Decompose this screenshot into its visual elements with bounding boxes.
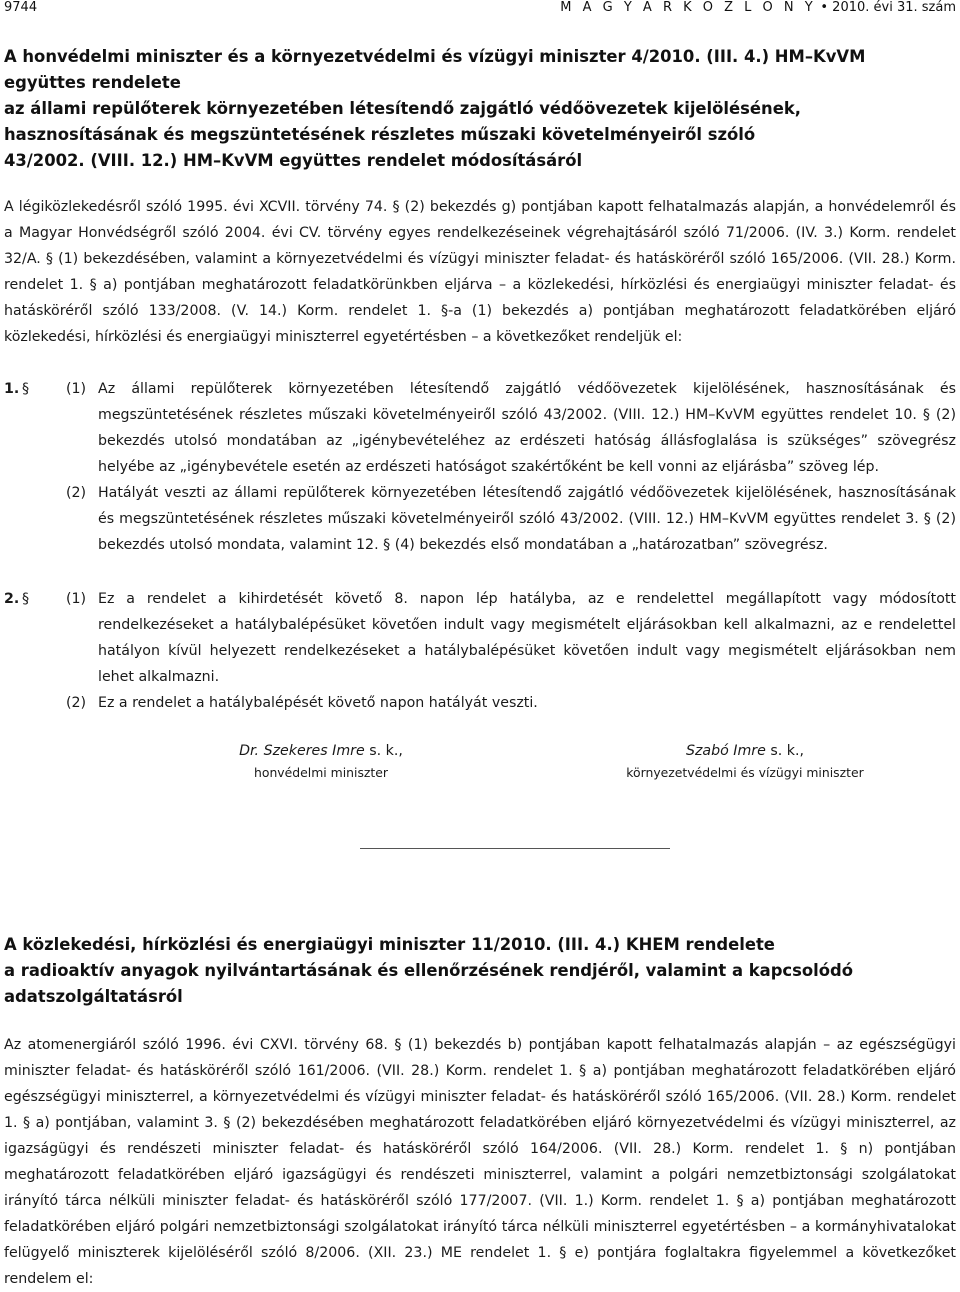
decree1-title	[4, 44, 956, 174]
decree2-title-line: adatszolgáltatásról	[4, 987, 183, 1006]
paragraph-text: Hatályát veszti az állami repülőterek környezetében létesítendő zajgátló védőövezetek kijelölésének, hasznosításának és megszüntetésének részletes műszaki követelményeiről szóló 43/2002. (VIII. 12.) HM–KvVM együttes rendelet 3. § (2) bekezdés utolsó mondata, valamint 12. § (4) bekezdés első mondatában a „határozatban” szövegrész.	[98, 485, 956, 553]
signatory-role: honvédelmi miniszter	[254, 765, 388, 780]
decree2-title-line: a radioaktív anyagok nyilvántartásának és ellenőrzésének rendjéről, valamint a kapcsolódó	[4, 961, 854, 980]
page-number: 9744	[4, 0, 38, 15]
page-header	[4, 0, 956, 16]
decree2-title	[4, 932, 956, 1010]
section-divider	[360, 848, 670, 849]
signatory-name	[610, 740, 880, 762]
decree2-preamble: Az atomenergiáról szóló 1996. évi CXVI. törvény 68. § (1) bekezdés b) pontjában kapott felhatalmazás alapján – az egészségügyi miniszter feladat- és hatásköréről szóló 161/2006. (VII. 28.) Korm. rendelet 1. § a) pontjában meghatározott feladatkörében eljáró egészségügyi miniszterrel, a környezetvédelmi és vízügyi miniszter feladat- és hatásköréről szóló 165/2006. (VII. 28.) Korm. rendelet 1. § a) pontjában, valamint 3. § (2) bekezdésében meghatározott feladatkörében eljáró környezetvédelmi és vízügyi miniszterrel, az igazságügyi és rendészeti miniszter feladat- és hatásköréről szóló 164/2006. (VII. 28.) Korm. rendelet 1. § n) pontjában meghatározott feladatkörében eljáró igazságügyi és rendészeti miniszterrel, valamint a polgári nemzetbiztonsági szolgálatokat irányító tárca nélküli miniszter feladat- és hatásköréről szóló 177/2007. (VII. 1.) Korm. rendelet 1. § a) pontjában meghatározott feladatkörében eljáró polgári nemzetbiztonsági szolgálatokat irányító tárca nélküli miniszterrel egyetértésben – a kormányhivatalokat felügyelő miniszterek kijelöléséről szóló 8/2006. (XII. 23.) ME rendelet 1. § e) pontjára foglaltakra figyelemmel a következőket rendelem el:	[4, 1037, 956, 1287]
paragraph	[4, 586, 956, 690]
paragraph	[4, 480, 956, 558]
decree1-title-line: hasznosításának és megszüntetésének részletes műszaki követelményeiről szóló	[4, 125, 756, 144]
paragraph	[4, 690, 956, 716]
section-number: 2.	[4, 591, 20, 607]
paragraph-text: Ez a rendelet a hatálybalépését követő napon hatályát veszti.	[98, 695, 538, 711]
signatory-name-text: Dr. Szekeres Imre	[239, 743, 365, 759]
section-mark: §	[22, 591, 30, 607]
section-mark: §	[22, 381, 30, 397]
journal-title	[560, 0, 956, 15]
paragraph-text: Az állami repülőterek környezetében létesítendő zajgátló védőövezetek kijelölésének, hasznosításának és megszüntetésének részletes műszaki követelményeiről szóló 43/2002. (VIII. 12.) HM–KvVM együttes rendelet 10. § (2) bekezdés utolsó mondatában az „igénybevételéhez az erdészeti hatóság állásfoglalása is szükséges” szövegrész helyébe az „igénybevétele esetén az erdészeti hatóságot szakértőként be kell vonni az eljárásba” szöveg lép.	[98, 381, 956, 475]
journal-name: M A G Y A R K Ö Z L Ö N Y	[560, 0, 817, 15]
decree1-title-line: együttes rendelete	[4, 73, 181, 92]
paragraph	[4, 376, 956, 480]
section-number: 1.	[4, 381, 20, 397]
signature-block-environment	[610, 740, 880, 784]
decree1-title-line: 43/2002. (VIII. 12.) HM–KvVM együttes rendelet módosításáról	[4, 151, 583, 170]
decree2-title-line: A közlekedési, hírközlési és energiaügyi miniszter 11/2010. (III. 4.) KHEM rendelete	[4, 935, 775, 954]
journal-issue: • 2010. évi 31. szám	[820, 0, 956, 15]
signatory-name-text: Szabó Imre	[685, 743, 766, 759]
paragraph-number: (1)	[66, 591, 87, 607]
paragraph-number: (1)	[66, 381, 87, 397]
signature-suffix: s. k.,	[364, 743, 403, 759]
signatory-name	[196, 740, 446, 762]
decree1-title-line: az állami repülőterek környezetében létesítendő zajgátló védőövezetek kijelölésének,	[4, 99, 801, 118]
paragraph-number: (2)	[66, 485, 87, 501]
signature-block-defence	[196, 740, 446, 784]
paragraph-number: (2)	[66, 695, 87, 711]
decree1-title-line: A honvédelmi miniszter és a környezetvédelmi és vízügyi miniszter 4/2010. (III. 4.) HM–KvVM	[4, 47, 866, 66]
signature-suffix: s. k.,	[765, 743, 805, 759]
paragraph-text: Ez a rendelet a kihirdetését követő 8. napon lép hatályba, az e rendelettel megállapított vagy módosított rendelkezéseket a hatálybalépésüket követően indult vagy megismételt eljárásokban kell alkalmazni, az e rendelettel hatályon kívül helyezett rendelkezéseket a hatálybalépésüket követően indult vagy megismételt eljárásokban nem lehet alkalmazni.	[98, 591, 956, 685]
section-1	[4, 376, 956, 558]
section-2	[4, 586, 956, 716]
decree1-preamble: A légiközlekedésről szóló 1995. évi XCVII. törvény 74. § (2) bekezdés g) pontjában kapott felhatalmazás alapján, a honvédelemről és a Magyar Honvédségről szóló 2004. évi CV. törvény egyes rendelkezéseinek végrehajtásáról szóló 71/2006. (IV. 3.) Korm. rendelet 32/A. § (1) bekezdésében, valamint a környezetvédelmi és vízügyi miniszter feladat- és hatásköréről szóló 165/2006. (VII. 28.) Korm. rendelet 1. § a) pontjában meghatározott feladatkörünkben eljárva – a közlekedési, hírközlési és energiaügyi miniszter feladat- és hatásköréről szóló 133/2008. (V. 14.) Korm. rendelet 1. §-a (1) bekezdés a) pontjában meghatározott feladatkörében eljáró közlekedési, hírközlési és energiaügyi miniszterrel egyetértésben – a következőket rendeljük el:	[4, 199, 956, 345]
signatory-role: környezetvédelmi és vízügyi miniszter	[626, 765, 864, 780]
